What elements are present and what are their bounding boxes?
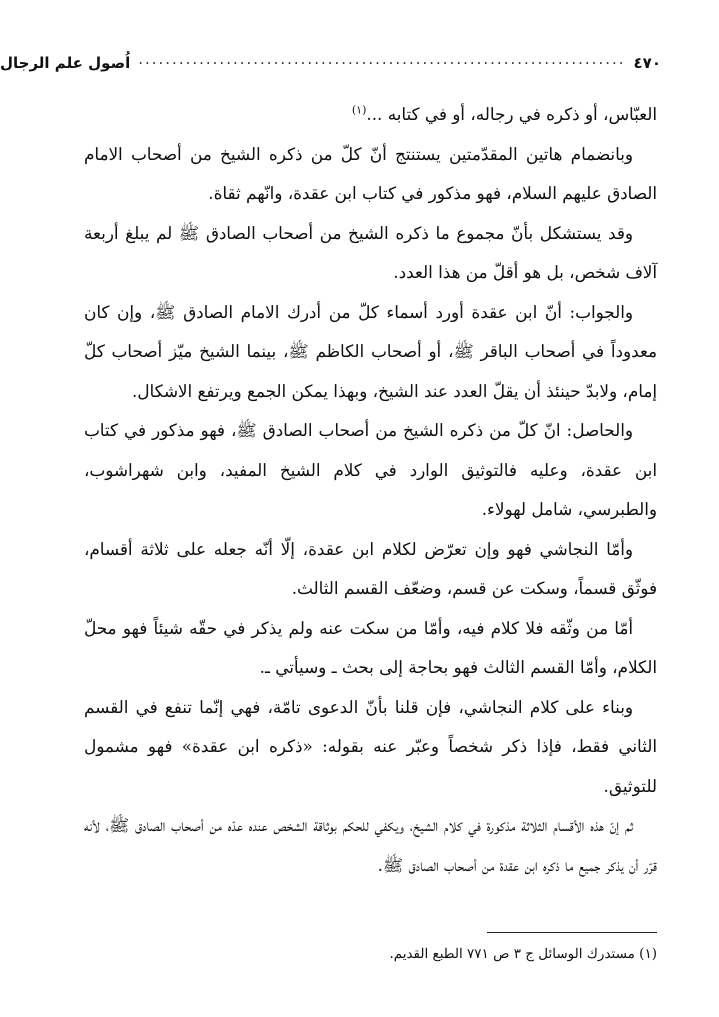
page-header: [0, 44, 661, 72]
paragraph: والحاصل: انّ كلّ من ذكره الشيخ من أصحاب الصادق ﷺ، فهو مذكور في كتاب ابن عقدة، وعليه فالتوثيق الوارد في كلام الشيخ المفيد، وابن شهراشوب، والطبرسي، شامل لهولاء.: [84, 420, 657, 519]
paragraph: [84, 95, 657, 135]
footnote: [84, 942, 657, 966]
paragraph-text: العبّاس، أو ذكره في رجاله، أو في كتابه ...: [366, 104, 657, 124]
paragraph: أمّا من وثّقه فلا كلام فيه، وأمّا من سكت عنه ولم يذكر في حقّه شيئاً فهو محلّ الكلام، وأمّا القسم الثالث فهو بحاجة إلى بحث ـ وسيأتي ـ.: [84, 617, 657, 677]
header-leader-dots: ........................................................................: [138, 50, 626, 68]
paragraph: وقد يستشكل بأنّ مجموع ما ذكره الشيخ من أصحاب الصادق ﷺ لم يبلغ أربعة آلاف شخص، بل هو أقلّ من هذا العدد.: [84, 222, 657, 282]
paragraph: وأمّا النجاشي فهو وإن تعرّض لكلام ابن عقدة، إلّا أنّه جعله على ثلاثة أقسام، فوثّق قسماً، وسكت عن قسم، وضعّف القسم الثالث.: [84, 538, 657, 598]
page-number: ٤٧٠: [633, 54, 661, 72]
footnote-divider: [487, 932, 657, 933]
footnote-reference: (١): [351, 103, 367, 117]
running-title: اُصول علم الرجال: [0, 54, 131, 72]
paragraph: وبانضمام هاتين المقدّمتين يستنتج أنّ كلّ من ذكره الشيخ من أصحاب الامام الصادق عليهم السلام، فهو مذكور في كتاب ابن عقدة، وانّهم ثقاة.: [84, 143, 657, 203]
paragraph: والجواب: أنّ ابن عقدة أورد أسماء كلّ من أدرك الامام الصادق ﷺ، وإن كان معدوداً في أصحاب الباقر ﷺ، أو أصحاب الكاظم ﷺ، بينما الشيخ ميّز أصحاب كلّ إمام، ولابدّ حينئذ أن يقلّ العدد عند الشيخ، وبهذا يمكن الجمع ويرتفع الاشكال.: [84, 301, 657, 401]
body-text: [84, 95, 657, 885]
footnote-text: (١) مستدرك الوسائل ج ٣ ص ٧٧١ الطبع القديم.: [389, 946, 657, 962]
paragraph: وبناء على كلام النجاشي، فإن قلنا بأنّ الدعوى تامّة، فهي إنّما تنفع في القسم الثاني فقط، فإذا ذكر شخصاً وعبّر عنه بقوله: «ذكره ابن عقدة» فهو مشمول للتوثيق.: [84, 696, 657, 796]
paragraph: ثم إنّ هذه الأقسام الثلاثة مذكورة في كلام الشيخ، ويكفي للحكم بوثاقة الشخص عنده عدّه من أصحاب الصادق ﷺ، لأنه قرّر أن يذكر جميع ما ذكره ابن عقدة من أصحاب الصادق ﷺ.: [84, 815, 657, 875]
